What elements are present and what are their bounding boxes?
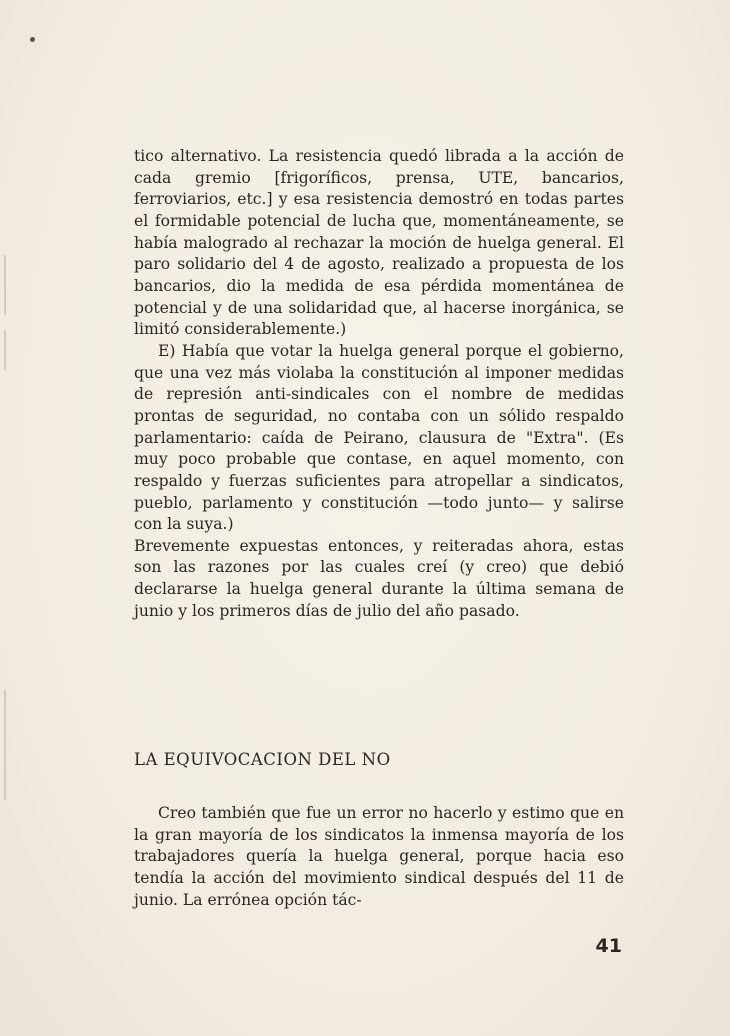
body-text-top	[134, 146, 624, 622]
edge-mark	[4, 255, 6, 315]
edge-mark	[4, 330, 6, 370]
paragraph: tico alternativo. La resistencia quedó librada a la acción de cada gremio [frigoríficos, prensa, UTE, bancarios, ferroviarios, etc.] y esa resistencia demostró en todas partes el formidable potencial de lucha que, momentáneamente, se había malogrado al rechazar la moción de huelga general. El paro solidario del 4 de agosto, realizado a propuesta de los bancarios, dio la medida de esa pérdida momentánea de potencial y de una solidaridad que, al hacerse inorgánica, se limitó considerablemente.)	[134, 147, 624, 339]
body-text-bottom	[134, 803, 624, 911]
section-heading: LA EQUIVOCACION DEL NO	[134, 750, 391, 769]
paragraph: E) Había que votar la huelga general porque el gobierno, que una vez más violaba la constitución al imponer medidas de represión anti-sindicales con el nombre de medidas prontas de seguridad, no contaba con un sólido respaldo parlamentario: caída de Peirano, clausura de "Extra". (Es muy poco probable que contase, en aquel momento, con respaldo y fuerzas suficientes para atropellar a sindicatos, pueblo, parlamento y constitución —todo junto— y salirse con la suya.)	[134, 341, 624, 534]
paragraph: Creo también que fue un error no hacerlo y estimo que en la gran mayoría de los sindicatos la inmensa mayoría de los trabajadores quería la huelga general, porque hacia eso tendía la acción del movimiento sindical después del 11 de junio. La errónea opción tác-	[134, 804, 624, 909]
paragraph: Brevemente expuestas entonces, y reiteradas ahora, estas son las razones por las cuales creí (y creo) que debió declararse la huelga general durante la última semana de junio y los primeros días de julio del año pasado.	[134, 536, 624, 620]
edge-mark	[4, 690, 6, 800]
page-speck	[30, 37, 35, 42]
page-number: 41	[595, 935, 622, 957]
